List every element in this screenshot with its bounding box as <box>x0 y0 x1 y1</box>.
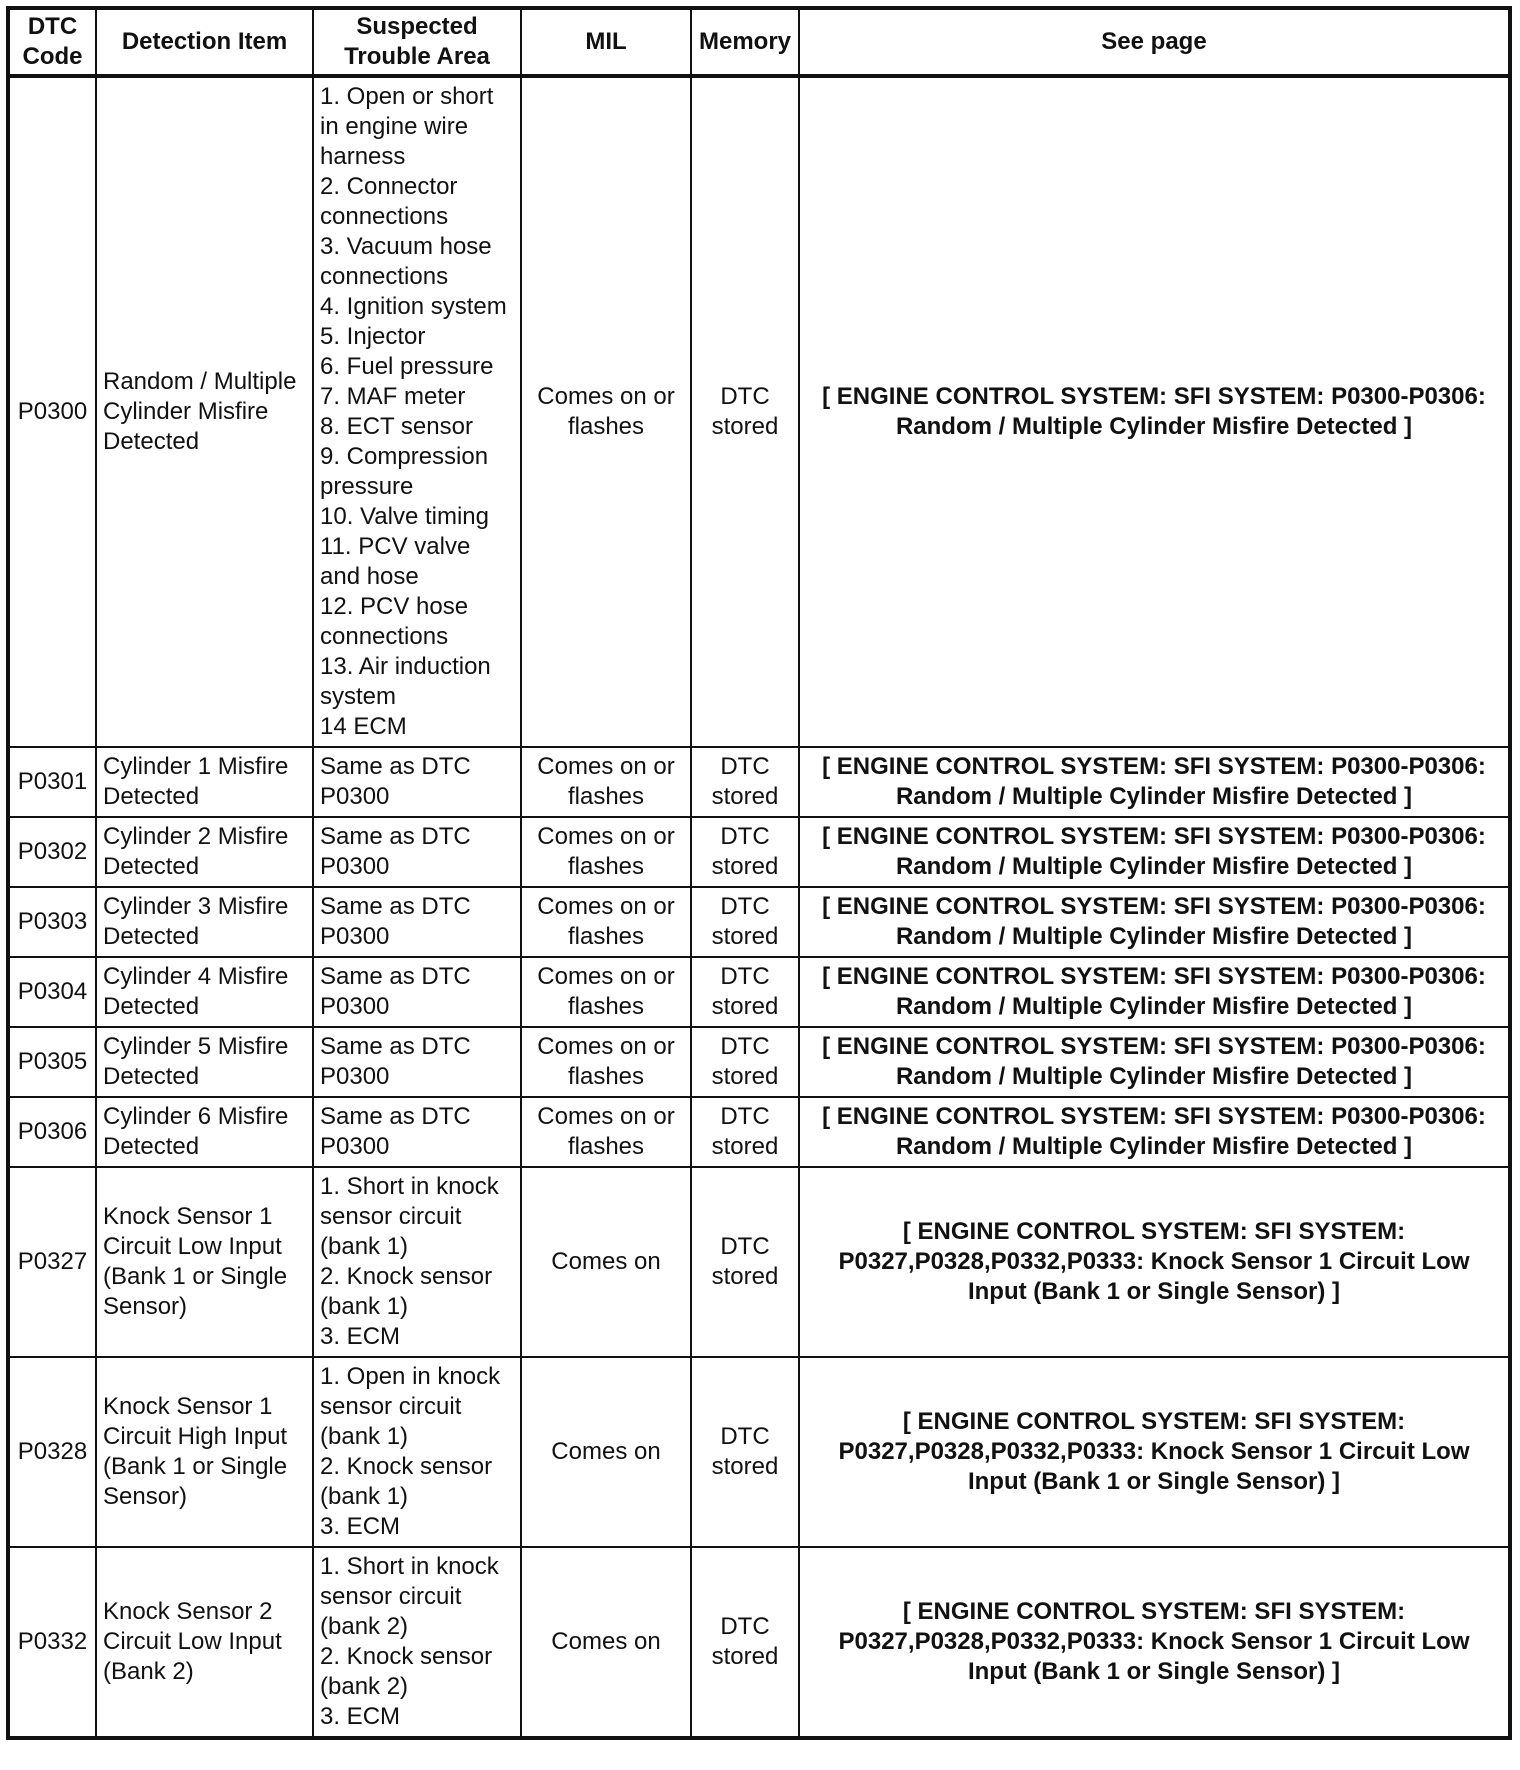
detection-item-cell: Cylinder 2 Misfire Detected <box>96 817 313 887</box>
trouble-area-item: 2. Knock sensor (bank 1) <box>320 1263 493 1320</box>
dtc-table <box>6 6 1512 1740</box>
trouble-area-item: 3. ECM <box>320 1323 401 1350</box>
see-page-cell: [ ENGINE CONTROL SYSTEM: SFI SYSTEM: P0300-P0306: Random / Multiple Cylinder Misfire Detected ] <box>799 76 1510 747</box>
trouble-area-item: 3. Vacuum hose connections <box>320 233 492 290</box>
mil-cell: Comes on or flashes <box>521 1027 691 1097</box>
memory-cell: DTC stored <box>691 1167 799 1357</box>
table-row <box>8 1547 1510 1738</box>
trouble-area-item: 12. PCV hose connections <box>320 593 469 650</box>
trouble-area-item: 1. Short in knock sensor circuit (bank 2) <box>320 1553 499 1640</box>
trouble-area-item: 10. Valve timing <box>320 503 489 530</box>
see-page-cell: [ ENGINE CONTROL SYSTEM: SFI SYSTEM: P0300-P0306: Random / Multiple Cylinder Misfire Detected ] <box>799 747 1510 817</box>
memory-cell: DTC stored <box>691 1027 799 1097</box>
mil-cell: Comes on or flashes <box>521 957 691 1027</box>
see-page-cell: [ ENGINE CONTROL SYSTEM: SFI SYSTEM: P0327,P0328,P0332,P0333: Knock Sensor 1 Circuit Low Input (Bank 1 or Single Sensor) ] <box>799 1167 1510 1357</box>
memory-cell: DTC stored <box>691 1547 799 1738</box>
trouble-area-item: 5. Injector <box>320 323 426 350</box>
memory-cell: DTC stored <box>691 1357 799 1547</box>
trouble-area-cell <box>313 817 521 887</box>
table-row <box>8 747 1510 817</box>
dtc-code-cell: P0301 <box>8 747 96 817</box>
dtc-code-cell: P0328 <box>8 1357 96 1547</box>
see-page-cell: [ ENGINE CONTROL SYSTEM: SFI SYSTEM: P0300-P0306: Random / Multiple Cylinder Misfire Detected ] <box>799 1027 1510 1097</box>
dtc-code-cell: P0303 <box>8 887 96 957</box>
trouble-area-item: 1. Short in knock sensor circuit (bank 1) <box>320 1173 499 1260</box>
table-row <box>8 817 1510 887</box>
detection-item-cell: Cylinder 5 Misfire Detected <box>96 1027 313 1097</box>
detection-item-cell: Cylinder 4 Misfire Detected <box>96 957 313 1027</box>
trouble-area-cell <box>313 1357 521 1547</box>
trouble-area-item: Same as DTC P0300 <box>320 893 471 950</box>
trouble-area-item: Same as DTC P0300 <box>320 753 471 810</box>
mil-cell: Comes on <box>521 1167 691 1357</box>
trouble-area-item: 7. MAF meter <box>320 383 466 410</box>
trouble-area-item: 1. Open or short in engine wire harness <box>320 83 494 170</box>
mil-cell: Comes on <box>521 1547 691 1738</box>
header-mil: MIL <box>521 8 691 76</box>
header-see-page: See page <box>799 8 1510 76</box>
trouble-area-item: 11. PCV valve and hose <box>320 533 471 590</box>
see-page-cell: [ ENGINE CONTROL SYSTEM: SFI SYSTEM: P0327,P0328,P0332,P0333: Knock Sensor 1 Circuit Low Input (Bank 1 or Single Sensor) ] <box>799 1547 1510 1738</box>
mil-cell: Comes on or flashes <box>521 1097 691 1167</box>
trouble-area-item: Same as DTC P0300 <box>320 1103 471 1160</box>
trouble-area-item: 13. Air induction system <box>320 653 491 710</box>
trouble-area-cell <box>313 887 521 957</box>
trouble-area-cell <box>313 1547 521 1738</box>
see-page-cell: [ ENGINE CONTROL SYSTEM: SFI SYSTEM: P0300-P0306: Random / Multiple Cylinder Misfire Detected ] <box>799 817 1510 887</box>
trouble-area-item: 6. Fuel pressure <box>320 353 494 380</box>
trouble-area-cell <box>313 1027 521 1097</box>
trouble-area-item: Same as DTC P0300 <box>320 963 471 1020</box>
dtc-code-cell: P0332 <box>8 1547 96 1738</box>
detection-item-cell: Cylinder 1 Misfire Detected <box>96 747 313 817</box>
header-detection-item: Detection Item <box>96 8 313 76</box>
trouble-area-item: 2. Knock sensor (bank 1) <box>320 1453 493 1510</box>
see-page-cell: [ ENGINE CONTROL SYSTEM: SFI SYSTEM: P0300-P0306: Random / Multiple Cylinder Misfire Detected ] <box>799 957 1510 1027</box>
trouble-area-cell <box>313 1167 521 1357</box>
memory-cell: DTC stored <box>691 957 799 1027</box>
memory-cell: DTC stored <box>691 1097 799 1167</box>
mil-cell: Comes on or flashes <box>521 817 691 887</box>
trouble-area-item: 8. ECT sensor <box>320 413 473 440</box>
mil-cell: Comes on or flashes <box>521 76 691 747</box>
trouble-area-item: 2. Knock sensor (bank 2) <box>320 1643 493 1700</box>
table-row <box>8 76 1510 747</box>
trouble-area-item: 1. Open in knock sensor circuit (bank 1) <box>320 1363 501 1450</box>
detection-item-cell: Random / Multiple Cylinder Misfire Detected <box>96 76 313 747</box>
dtc-code-cell: P0302 <box>8 817 96 887</box>
header-suspected-trouble-area <box>313 8 521 76</box>
dtc-code-cell: P0304 <box>8 957 96 1027</box>
trouble-area-cell <box>313 747 521 817</box>
trouble-area-item: 4. Ignition system <box>320 293 507 320</box>
header-dtc-code-line-1: DTC <box>27 13 78 40</box>
trouble-area-item: Same as DTC P0300 <box>320 1033 471 1090</box>
memory-cell: DTC stored <box>691 817 799 887</box>
see-page-cell: [ ENGINE CONTROL SYSTEM: SFI SYSTEM: P0300-P0306: Random / Multiple Cylinder Misfire Detected ] <box>799 887 1510 957</box>
see-page-cell: [ ENGINE CONTROL SYSTEM: SFI SYSTEM: P0300-P0306: Random / Multiple Cylinder Misfire Detected ] <box>799 1097 1510 1167</box>
table-row <box>8 887 1510 957</box>
header-dtc-code <box>8 8 96 76</box>
table-header-row <box>8 8 1510 76</box>
mil-cell: Comes on or flashes <box>521 887 691 957</box>
header-trouble-area-line-1: Suspected <box>356 13 478 40</box>
detection-item-cell: Knock Sensor 1 Circuit High Input (Bank 1 or Single Sensor) <box>96 1357 313 1547</box>
dtc-code-cell: P0306 <box>8 1097 96 1167</box>
trouble-area-item: Same as DTC P0300 <box>320 823 471 880</box>
memory-cell: DTC stored <box>691 76 799 747</box>
table-row <box>8 1027 1510 1097</box>
memory-cell: DTC stored <box>691 887 799 957</box>
table-row <box>8 1357 1510 1547</box>
detection-item-cell: Cylinder 6 Misfire Detected <box>96 1097 313 1167</box>
see-page-cell: [ ENGINE CONTROL SYSTEM: SFI SYSTEM: P0327,P0328,P0332,P0333: Knock Sensor 1 Circuit Low Input (Bank 1 or Single Sensor) ] <box>799 1357 1510 1547</box>
detection-item-cell: Knock Sensor 2 Circuit Low Input (Bank 2) <box>96 1547 313 1738</box>
mil-cell: Comes on <box>521 1357 691 1547</box>
table-row <box>8 957 1510 1027</box>
table-row <box>8 1167 1510 1357</box>
dtc-code-cell: P0305 <box>8 1027 96 1097</box>
trouble-area-item: 3. ECM <box>320 1513 401 1540</box>
mil-cell: Comes on or flashes <box>521 747 691 817</box>
trouble-area-cell <box>313 1097 521 1167</box>
table-body <box>8 76 1510 1738</box>
trouble-area-item: 9. Compression pressure <box>320 443 489 500</box>
header-trouble-area-line-2: Trouble Area <box>344 43 490 70</box>
dtc-code-cell: P0300 <box>8 76 96 747</box>
table-row <box>8 1097 1510 1167</box>
header-dtc-code-line-2: Code <box>22 43 83 70</box>
memory-cell: DTC stored <box>691 747 799 817</box>
trouble-area-item: 3. ECM <box>320 1703 401 1730</box>
detection-item-cell: Knock Sensor 1 Circuit Low Input (Bank 1 or Single Sensor) <box>96 1167 313 1357</box>
header-memory: Memory <box>691 8 799 76</box>
detection-item-cell: Cylinder 3 Misfire Detected <box>96 887 313 957</box>
trouble-area-item: 2. Connector connections <box>320 173 458 230</box>
dtc-code-cell: P0327 <box>8 1167 96 1357</box>
trouble-area-item: 14 ECM <box>320 713 407 740</box>
trouble-area-cell <box>313 76 521 747</box>
trouble-area-cell <box>313 957 521 1027</box>
